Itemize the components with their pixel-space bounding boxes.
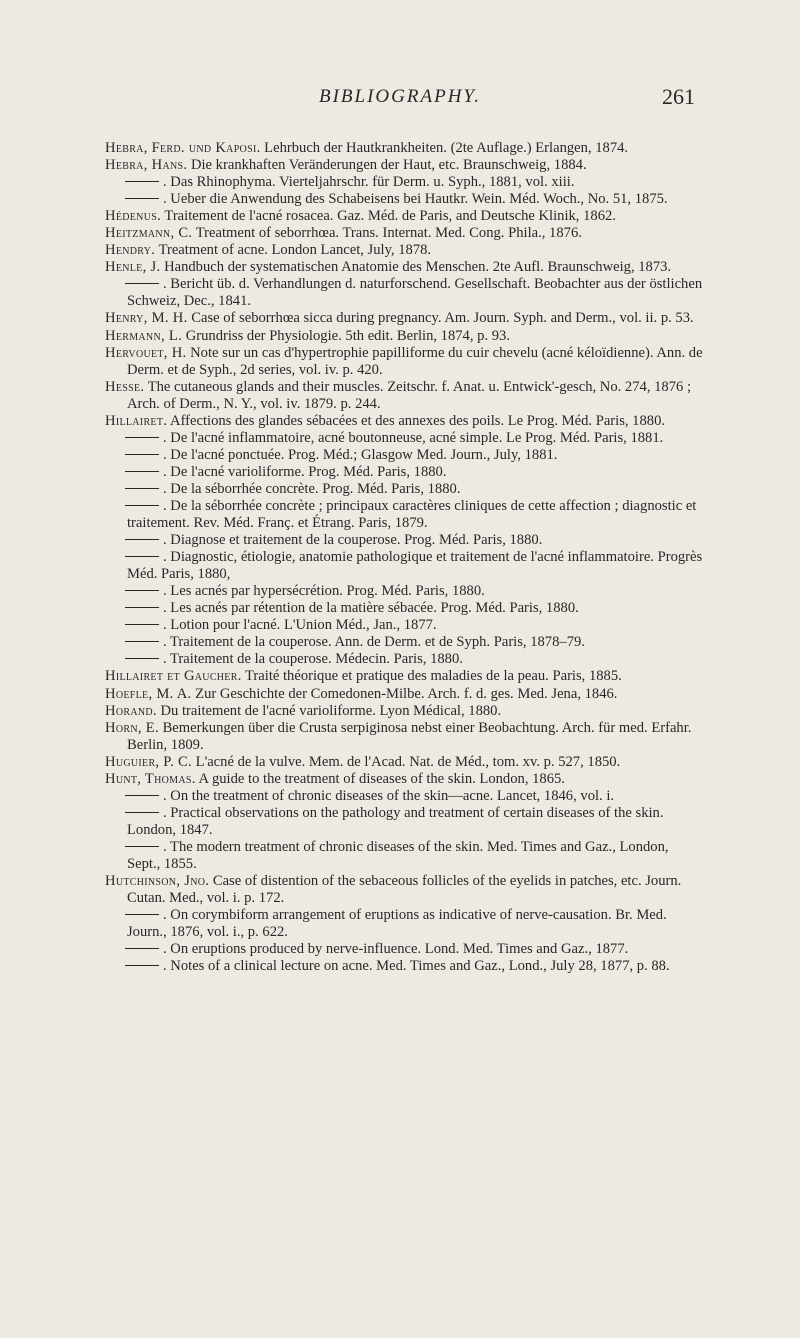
entry-text: . The modern treatment of chronic diseases of the skin. Med. Times and Gaz., London, Sept., 1855. — [127, 838, 669, 872]
entry-author: Hebra, Ferd. und Kaposi. — [105, 140, 261, 156]
entry-text: Zur Geschichte der Comedonen-Milbe. Arch. f. d. ges. Med. Jena, 1846. — [191, 685, 618, 702]
ditto-dash — [125, 948, 159, 949]
entry-author: Hutchinson, Jno. — [105, 873, 210, 890]
entry-text: . Les acnés par rétention de la matière sébacée. Prog. Méd. Paris, 1880. — [163, 600, 579, 617]
entry-text: Case of seborrhœa sicca during pregnancy. Am. Journ. Syph. and Derm., vol. ii. p. 53. — [187, 310, 694, 327]
entry-author: Hesse. — [105, 378, 145, 395]
bibliography-entry — [105, 532, 705, 549]
entry-text: . On the treatment of chronic diseases of the skin—acne. Lancet, 1846, vol. i. — [163, 787, 615, 804]
ditto-dash — [125, 641, 159, 642]
bibliography-entry — [105, 413, 705, 430]
entry-author: Hillairet et Gaucher. — [105, 668, 242, 685]
ditto-dash — [125, 437, 159, 438]
entry-text: . On eruptions produced by nerve-influence. Lond. Med. Times and Gaz., 1877. — [163, 941, 629, 958]
bibliography-entry — [105, 873, 705, 907]
bibliography-entry — [105, 583, 705, 600]
entry-text: . Ueber die Anwendung des Schabeisens bei Hautkr. Wein. Méd. Woch., No. 51, 1875. — [163, 191, 668, 208]
bibliography-entry — [105, 771, 705, 788]
entry-author: Hervouet, H. — [105, 344, 187, 361]
page-number: 261 — [662, 84, 695, 109]
entry-text: . De l'acné inflammatoire, acné boutonneuse, acné simple. Le Prog. Méd. Paris, 1881. — [163, 429, 664, 446]
entry-text: Bemerkungen über die Crusta serpiginosa nebst einer Beobachtung. Arch. für med. Erfahr. Berlin, 1809. — [127, 719, 692, 753]
entry-text: . Diagnose et traitement de la couperose. Prog. Méd. Paris, 1880. — [163, 532, 543, 549]
entry-text: . Das Rhinophyma. Vierteljahrschr. für Derm. u. Syph., 1881, vol. xiii. — [163, 174, 575, 191]
entry-text: Grundriss der Physiologie. 5th edit. Berlin, 1874, p. 93. — [182, 327, 510, 344]
ditto-dash — [125, 846, 159, 847]
bibliography-entry — [105, 941, 705, 958]
entry-text: . Diagnostic, étiologie, anatomie pathologique et traitement de l'acné inflammatoire. Progrès Méd. Paris, 1880, — [127, 549, 703, 583]
ditto-dash — [125, 607, 159, 608]
bibliography-entry — [105, 686, 705, 703]
entry-author: Henle, J. — [105, 259, 161, 276]
ditto-dash — [125, 624, 159, 625]
bibliography-entry — [105, 839, 705, 873]
ditto-dash — [125, 198, 159, 199]
bibliography-entry — [105, 754, 705, 771]
bibliography-entry — [105, 140, 705, 157]
bibliography-entry — [105, 328, 705, 345]
bibliography-entry — [105, 788, 705, 805]
bibliography-entry — [105, 379, 705, 413]
bibliography-entry — [105, 805, 705, 839]
bibliography-entry — [105, 549, 705, 583]
entry-text: Lehrbuch der Hautkrankheiten. (2te Auflage.) Erlangen, 1874. — [260, 140, 629, 156]
bibliography-entry — [105, 634, 705, 651]
bibliography-entry — [105, 651, 705, 668]
bibliography-entry — [105, 617, 705, 634]
entry-text: . De l'acné varioliforme. Prog. Méd. Paris, 1880. — [163, 463, 447, 480]
bibliography-entry — [105, 225, 705, 242]
bibliography-entry — [105, 345, 705, 379]
entry-author: Henry, M. H. — [105, 310, 188, 327]
entry-text: . De l'acné ponctuée. Prog. Méd.; Glasgow Med. Journ., July, 1881. — [163, 446, 558, 463]
ditto-dash — [125, 488, 159, 489]
bibliography-entry — [105, 481, 705, 498]
entry-text: Affections des glandes sébacées et des annexes des poils. Le Prog. Méd. Paris, 1880. — [167, 412, 666, 429]
entry-author: Horand. — [105, 702, 157, 719]
ditto-dash — [125, 812, 159, 813]
entry-text: Handbuch der systematischen Anatomie des Menschen. 2te Aufl. Braunschweig, 1873. — [160, 259, 672, 276]
entry-author: Hermann, L. — [105, 327, 183, 344]
entry-text: Treatment of seborrhœa. Trans. Internat. Med. Cong. Phila., 1876. — [192, 225, 582, 242]
entry-text: L'acné de la vulve. Mem. de l'Acad. Nat. de Méd., tom. xv. p. 527, 1850. — [192, 753, 621, 770]
entry-text: . Les acnés par hypersécrétion. Prog. Méd. Paris, 1880. — [163, 583, 485, 600]
bibliography-entry — [105, 191, 705, 208]
entry-text: . Traitement de la couperose. Médecin. Paris, 1880. — [163, 651, 463, 668]
ditto-dash — [125, 914, 159, 915]
bibliography-entry — [105, 276, 705, 310]
entry-author: Hebra, Hans. — [105, 157, 188, 174]
entry-text: . De la séborrhée concrète ; principaux caractères cliniques de cette affection ; diagnostic et traitement. Rev. Méd. Franç. et Étrang. Paris, 1879. — [127, 497, 697, 532]
ditto-dash — [125, 658, 159, 659]
entry-text: Note sur un cas d'hypertrophie papilliforme du cuir chevelu (acné kéloïdienne). Ann. de Derm. et de Syph., 2d series, vol. iv. p. 420. — [127, 344, 703, 378]
entry-author: Hillairet. — [105, 412, 168, 429]
bibliography-entry — [105, 259, 705, 276]
bibliography-entry — [105, 174, 705, 191]
entry-author: Heitzmann, C. — [105, 225, 193, 242]
entry-text: . De la séborrhée concrète. Prog. Méd. Paris, 1880. — [163, 480, 461, 497]
bibliography-list — [105, 140, 705, 975]
bibliography-entry — [105, 907, 705, 941]
bibliography-entry — [105, 958, 705, 975]
entry-author: Huguier, P. C. — [105, 753, 192, 770]
entry-text: . Lotion pour l'acné. L'Union Méd., Jan., 1877. — [163, 617, 437, 634]
entry-text: Case of distention of the sebaceous follicles of the eyelids in patches, etc. Journ. Cutan. Med., vol. i. p. 172. — [127, 873, 682, 907]
ditto-dash — [125, 283, 159, 284]
entry-text: Du traitement de l'acné varioliforme. Lyon Médical, 1880. — [156, 702, 502, 719]
entry-text: . On corymbiform arrangement of eruptions as indicative of nerve-causation. Br. Med. Journ., 1876, vol. i., p. 622. — [127, 907, 667, 941]
entry-author: Horn, E. — [105, 719, 159, 736]
ditto-dash — [125, 590, 159, 591]
bibliography-entry — [105, 208, 705, 225]
entry-text: Treatment of acne. London Lancet, July, 1878. — [155, 242, 432, 259]
entry-text: . Traitement de la couperose. Ann. de Derm. et de Syph. Paris, 1878–79. — [163, 634, 585, 651]
entry-text: . Notes of a clinical lecture on acne. Med. Times and Gaz., Lond., July 28, 1877, p. 88. — [163, 958, 670, 975]
entry-text: . Practical observations on the pathology and treatment of certain diseases of the skin. London, 1847. — [127, 804, 664, 838]
bibliography-entry — [105, 430, 705, 447]
entry-text: Traité théorique et pratique des maladies de la peau. Paris, 1885. — [241, 668, 622, 685]
entry-author: Hunt, Thomas. — [105, 770, 196, 787]
entry-text: Die krankhaften Veränderungen der Haut, etc. Braunschweig, 1884. — [187, 157, 587, 174]
ditto-dash — [125, 795, 159, 796]
ditto-dash — [125, 965, 159, 966]
ditto-dash — [125, 454, 159, 455]
ditto-dash — [125, 181, 159, 182]
entry-text: A guide to the treatment of diseases of the skin. London, 1865. — [195, 770, 565, 787]
ditto-dash — [125, 556, 159, 557]
entry-author: Hendry. — [105, 242, 156, 259]
bibliography-entry — [105, 464, 705, 481]
bibliography-entry — [105, 310, 705, 327]
page-header — [0, 86, 800, 116]
ditto-dash — [125, 471, 159, 472]
bibliography-entry — [105, 447, 705, 464]
bibliography-entry — [105, 600, 705, 617]
bibliography-entry — [105, 498, 705, 532]
bibliography-entry — [105, 720, 705, 754]
entry-text: Traitement de l'acné rosacea. Gaz. Méd. de Paris, and Deutsche Klinik, 1862. — [161, 208, 616, 225]
entry-author: Hédenus. — [105, 208, 162, 225]
entry-text: The cutaneous glands and their muscles. Zeitschr. f. Anat. u. Entwick'-gesch, No. 274, 1876 ; Arch. of Derm., N. Y., vol. iv. 1879. p. 244. — [127, 378, 692, 412]
bibliography-entry — [105, 242, 705, 259]
bibliography-entry — [105, 157, 705, 174]
bibliography-entry — [105, 703, 705, 720]
ditto-dash — [125, 505, 159, 506]
bibliography-entry — [105, 668, 705, 685]
ditto-dash — [125, 539, 159, 540]
entry-author: Hoefle, M. A. — [105, 685, 192, 702]
entry-text: . Bericht üb. d. Verhandlungen d. naturforschend. Gesellschaft. Beobachter aus der östlichen Schweiz, Dec., 1841. — [127, 276, 703, 310]
running-title: BIBLIOGRAPHY. — [319, 86, 481, 107]
